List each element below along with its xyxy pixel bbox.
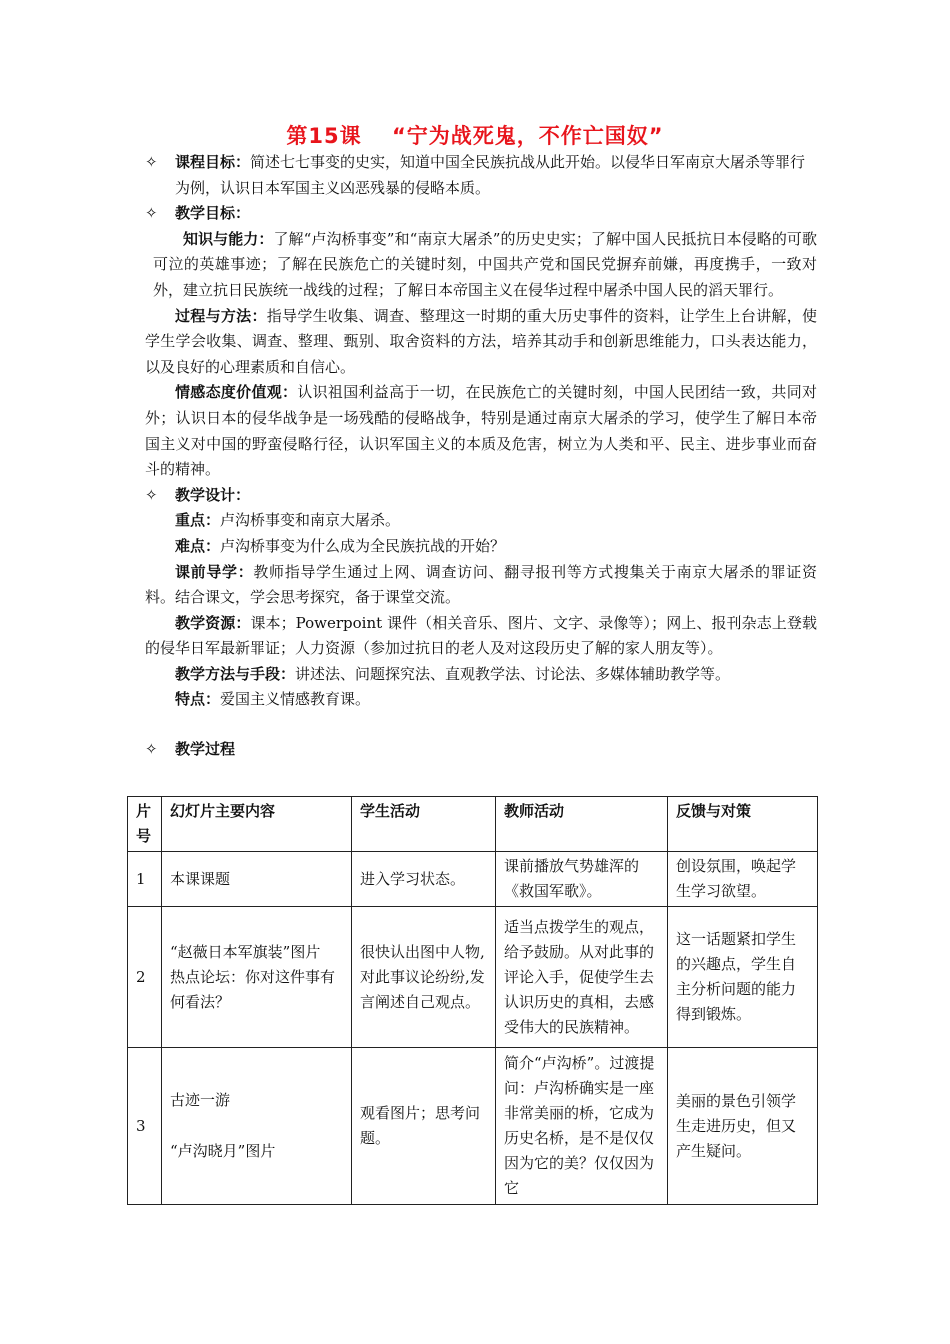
knowledge-paragraph <box>145 227 817 304</box>
knowledge-text: 了解“卢沟桥事变”和“南京大屠杀”的历史史实；了解中国人民抵抗日本侵略的可歌可泣的英雄事迹；了解在民族危亡的关键时刻，中国共产党和国民党摒弃前嫌，再度携手，一致对外，建立抗日民族统一战线的过程；了解日本帝国主义在侵华过程中屠杀中国人民的滔天罪行。 <box>153 229 817 299</box>
diamond-bullet-icon: ✧ <box>145 485 158 504</box>
process-paragraph <box>145 304 817 381</box>
key-point <box>145 508 817 534</box>
slide-content <box>162 1048 352 1205</box>
course-goal-label: 课程目标： <box>175 153 251 171</box>
methods-text: 讲述法、问题探究法、直观教学法、讨论法、多媒体辅助教学等。 <box>295 664 731 683</box>
key-text: 卢沟桥事变和南京大屠杀。 <box>220 511 401 530</box>
slide-content <box>162 852 352 907</box>
slide-no: 2 <box>128 907 162 1048</box>
process-heading <box>145 737 817 763</box>
content-line: 古迹一游 <box>170 1091 231 1109</box>
diamond-bullet-icon: ✧ <box>145 740 158 759</box>
diamond-bullet-icon: ✧ <box>145 153 158 171</box>
teaching-process-table <box>127 796 818 1205</box>
course-goal <box>145 150 817 201</box>
resources-paragraph <box>145 611 817 662</box>
difficulty-point <box>145 534 817 560</box>
emotion-paragraph <box>145 380 817 482</box>
teacher-activity: 适当点拨学生的观点，给予鼓励。从对此事的评论入手，促使学生去认识历史的真相，去感受伟大的民族精神。 <box>496 907 668 1048</box>
design-label: 教学设计： <box>175 485 251 504</box>
student-activity: 进入学习状态。 <box>352 852 496 907</box>
header-feedback: 反馈与对策 <box>668 797 818 852</box>
methods-label: 教学方法与手段： <box>175 664 296 683</box>
header-teacher: 教师活动 <box>496 797 668 852</box>
lesson-title: 第15课 “宁为战死鬼，不作亡国奴” <box>286 124 664 148</box>
methods-paragraph <box>145 662 817 688</box>
student-activity: 很快认出图中人物,对此事议论纷纷,发言阐述自己观点。 <box>352 907 496 1048</box>
preview-text: 教师指导学生通过上网、调查访问、翻寻报刊等方式搜集关于南京大屠杀的罪证资料。结合课文，学会思考探究，备于课堂交流。 <box>145 562 817 607</box>
difficulty-label: 难点： <box>175 536 221 555</box>
content-line: “卢沟晓月”图片 <box>170 1142 276 1160</box>
slide-no: 1 <box>128 852 162 907</box>
slide-content <box>162 907 352 1048</box>
resources-text: 课本；Powerpoint 课件（相关音乐、图片、文字、录像等）；网上、报刊杂志上登载的侵华日军最新罪证；人力资源（参加过抗日的老人及对这段历史了解的家人朋友等）。 <box>145 613 817 658</box>
table-row <box>128 1048 818 1205</box>
process-text: 指导学生收集、调查、整理这一时期的重大历史事件的资料，让学生上台讲解，使学生学会收集、调查、整理、甄别、取舍资料的方法，培养其动手和创新思维能力，口头表达能力，以及良好的心理素质和自信心。 <box>145 306 817 376</box>
teaching-goal-heading <box>145 201 817 227</box>
process-label: 过程与方法： <box>175 306 267 325</box>
feature-label: 特点： <box>175 690 221 709</box>
preview-label: 课前导学： <box>175 562 254 581</box>
table-row <box>128 852 818 907</box>
content-line: “赵薇日本军旗装”图片 <box>170 942 321 961</box>
teacher-activity: 课前播放气势雄浑的《救国军歌》。 <box>496 852 668 907</box>
diamond-bullet-icon: ✧ <box>145 204 158 223</box>
header-student: 学生活动 <box>352 797 496 852</box>
emotion-text: 认识祖国利益高于一切，在民族危亡的关键时刻，中国人民团结一致，共同对外；认识日本的侵华战争是一场残酷的侵略战争，特别是通过南京大屠杀的学习，使学生了解日本帝国主义对中国的野蛮侵略行径，认识军国主义的本质及危害，树立为人类和平、民主、进步事业而奋斗的精神。 <box>145 383 817 479</box>
process-heading-label: 教学过程 <box>175 740 236 759</box>
spacer <box>145 713 817 737</box>
header-slide-no: 片号 <box>128 797 162 852</box>
difficulty-text: 卢沟桥事变为什么成为全民族抗战的开始？ <box>220 536 506 555</box>
emotion-label: 情感态度价值观： <box>175 383 298 402</box>
table-header-row <box>128 797 818 852</box>
feedback: 创设氛围，唤起学生学习欲望。 <box>668 852 818 907</box>
header-content: 幻灯片主要内容 <box>162 797 352 852</box>
slide-no: 3 <box>128 1048 162 1205</box>
teacher-activity: 简介“卢沟桥”。过渡提问：卢沟桥确实是一座非常美丽的桥，它成为历史名桥，是不是仅仅因为它的美？仅仅因为它 <box>496 1048 668 1205</box>
feedback: 这一话题紧扣学生的兴趣点，学生自主分析问题的能力得到锻炼。 <box>668 907 818 1048</box>
feature-paragraph <box>145 687 817 713</box>
course-goal-text: 简述七七事变的史实，知道中国全民族抗战从此开始。以侵华日军南京大屠杀等罪行为例，认识日本军国主义凶恶残暴的侵略本质。 <box>175 153 806 197</box>
teaching-goal-label: 教学目标： <box>175 204 251 223</box>
feedback: 美丽的景色引领学生走进历史，但又产生疑问。 <box>668 1048 818 1205</box>
resources-label: 教学资源： <box>175 613 251 632</box>
knowledge-label: 知识与能力： <box>183 229 274 248</box>
table-row <box>128 907 818 1048</box>
preview-paragraph <box>145 560 817 611</box>
feature-text: 爱国主义情感教育课。 <box>220 690 371 709</box>
key-label: 重点： <box>175 511 221 530</box>
content-line: 热点论坛：你对这件事有何看法？ <box>170 967 336 1011</box>
content-line: 本课课题 <box>170 869 231 888</box>
student-activity: 观看图片；思考问题。 <box>352 1048 496 1205</box>
design-heading <box>145 483 817 509</box>
lesson-body <box>145 150 817 763</box>
